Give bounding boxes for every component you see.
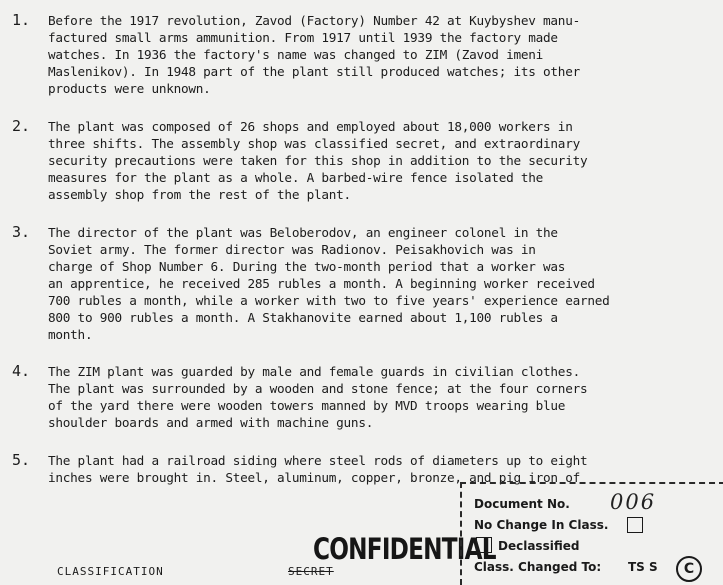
paragraph-line: 700 rubles a month, while a worker with two to five years' experience earned [48,293,610,308]
paragraph-line: of the yard there were wooden towers manned by MVD troops wearing blue [48,398,566,413]
classification-value: SECRET [288,565,334,578]
declassified-checkbox[interactable] [476,537,492,553]
paragraph-line: Before the 1917 revolution, Zavod (Factory) Number 42 at Kuybyshev manu- [48,13,580,28]
classification-label: CLASSIFICATION [57,565,164,578]
class-changed-label: Class. Changed To: [474,560,602,574]
paragraph-line: measures for the plant as a whole. A barbed-wire fence isolated the [48,170,544,185]
document-number-label: Document No. [474,497,570,511]
confidential-stamp: CONFIDENTIAL [313,532,496,566]
paragraph-number: 4. [12,362,31,380]
document-number-value: 006 [610,490,657,514]
paragraph-line: The director of the plant was Beloberodov, an engineer colonel in the [48,225,558,240]
paragraph-line: Soviet army. The former director was Radionov. Peisakhovich was in [48,242,536,257]
paragraph-line: The plant was surrounded by a wooden and stone fence; at the four corners [48,381,588,396]
class-changed-value: TS S [628,560,658,574]
paragraph-line: an apprentice, he received 285 rubles a month. A beginning worker received [48,276,595,291]
paragraph-number: 5. [12,451,31,469]
paragraph-number: 3. [12,223,31,241]
paragraph-line: month. [48,327,93,342]
paragraph-line: shoulder boards and armed with machine guns. [48,415,374,430]
paragraph-line: The plant was composed of 26 shops and employed about 18,000 workers in [48,119,573,134]
no-change-checkbox[interactable] [627,517,643,533]
no-change-label: No Change In Class. [474,518,609,532]
paragraph-line: 800 to 900 rubles a month. A Stakhanovite earned about 1,100 rubles a [48,310,558,325]
paragraph-line: charge of Shop Number 6. During the two-month period that a worker was [48,259,566,274]
class-circled-mark: C [676,556,702,582]
paragraph-line: three shifts. The assembly shop was classified secret, and extraordinary [48,136,580,151]
paragraph-line: assembly shop from the rest of the plant. [48,187,351,202]
paragraph-line: inches were brought in. Steel, aluminum, copper, bronze, and pig iron of [48,470,580,485]
paragraph-line: products were unknown. [48,81,211,96]
paragraph-number: 2. [12,117,31,135]
paragraph-line: The plant had a railroad siding where steel rods of diameters up to eight [48,453,588,468]
paragraph-line: watches. In 1936 the factory's name was changed to ZIM (Zavod imeni [48,47,544,62]
declassified-label: Declassified [498,539,580,553]
paragraph-line: Maslenikov). In 1948 part of the plant still produced watches; its other [48,64,580,79]
paragraph-line: factured small arms ammunition. From 1917 until 1939 the factory made [48,30,558,45]
paragraph-line: The ZIM plant was guarded by male and female guards in civilian clothes. [48,364,580,379]
paragraph-number: 1. [12,11,31,29]
paragraph-line: security precautions were taken for this shop in addition to the security [48,153,588,168]
